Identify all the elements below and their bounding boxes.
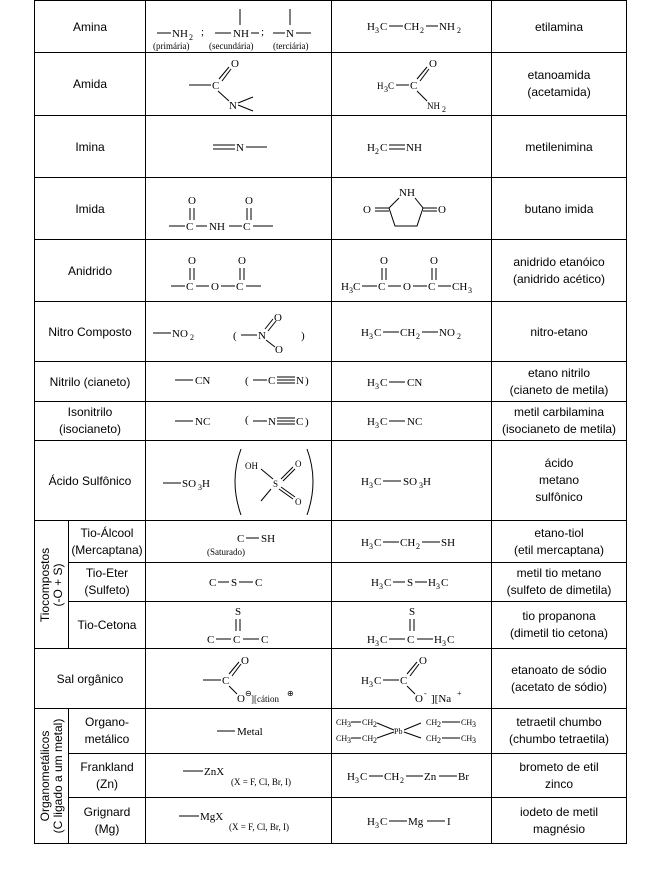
row-isonitrilo [35, 402, 627, 441]
example-formula [332, 1, 492, 53]
svg-text:;: ; [200, 25, 204, 38]
svg-text:C: C [208, 577, 216, 589]
svg-text:C: C [406, 634, 414, 646]
svg-text:Zn: Zn [423, 770, 436, 783]
general-formula [146, 116, 332, 178]
example-name: tetraetil chumbo (chumbo tetraetila) [492, 709, 627, 754]
general-formula [146, 754, 332, 798]
svg-text:): ) [304, 416, 309, 428]
example-formula [332, 521, 492, 563]
na-label: ][Na [430, 692, 451, 705]
svg-text:O: O [187, 254, 196, 267]
svg-text:3: 3 [374, 381, 379, 391]
example-formula [332, 302, 492, 362]
svg-text:3: 3 [435, 582, 440, 591]
svg-text:3: 3 [374, 421, 379, 430]
amina-terciaria: (terciária) [272, 40, 308, 51]
svg-text:C: C [379, 20, 387, 33]
svg-text:C: C [373, 674, 381, 687]
svg-text:H: H [366, 20, 375, 33]
row-organometalico [35, 709, 627, 754]
row-acido-sulfonico [35, 441, 627, 521]
svg-text:2: 2 [456, 25, 461, 35]
svg-text:C: C [235, 280, 243, 293]
svg-text:SO: SO [181, 477, 196, 490]
svg-text:(: ( [244, 374, 249, 387]
svg-text:C: C [185, 220, 193, 233]
functions-table [34, 0, 627, 844]
svg-text:C: C [379, 416, 387, 428]
svg-text:O: O [237, 254, 246, 267]
svg-text:): ) [304, 374, 309, 387]
example-formula [332, 116, 492, 178]
svg-text:C: C [236, 532, 244, 545]
svg-text:(: ( [244, 414, 249, 426]
svg-text:;: ; [260, 25, 264, 38]
example-formula [332, 402, 492, 441]
svg-text:2: 2 [415, 331, 420, 341]
svg-text:CH: CH [361, 718, 373, 727]
svg-text:3: 3 [368, 331, 373, 341]
svg-text:3: 3 [368, 541, 373, 551]
svg-text:C: C [399, 674, 407, 687]
svg-text:ZnX: ZnX [203, 765, 224, 778]
svg-text:O: O [236, 692, 245, 705]
row-tio-eter [35, 563, 627, 602]
example-formula [332, 362, 492, 402]
svg-text:O: O [429, 254, 438, 267]
general-formula [146, 53, 332, 116]
svg-text:S: S [406, 577, 413, 589]
example-name: iodeto de metil magnésio [492, 798, 627, 844]
example-formula [332, 441, 492, 521]
svg-text:S: S [234, 606, 241, 618]
func-name: Tio-Álcool (Mercaptana) [69, 521, 146, 563]
amina-secundaria: (secundária) [208, 40, 253, 51]
svg-text:CH: CH [460, 734, 472, 743]
svg-text:C: C [267, 374, 275, 387]
svg-text:NH: NH [426, 101, 440, 111]
svg-text:H: H [340, 280, 349, 293]
svg-text:C: C [383, 577, 391, 589]
example-formula [332, 563, 492, 602]
svg-text:2: 2 [374, 146, 379, 156]
general-formula [146, 302, 332, 362]
svg-text:O: O [379, 254, 388, 267]
general-formula [146, 441, 332, 521]
svg-text:Mg: Mg [407, 815, 423, 828]
example-name: ácido metano sulfônico [492, 441, 627, 521]
svg-text:O: O [428, 58, 437, 70]
svg-text:H: H [376, 81, 384, 91]
svg-text:C: C [387, 81, 394, 91]
svg-text:2: 2 [189, 332, 194, 342]
svg-text:H: H [360, 536, 369, 549]
svg-text:NO: NO [171, 327, 188, 340]
svg-text:3: 3 [374, 820, 379, 830]
example-name: etano-tiol (etil mercaptana) [492, 521, 627, 563]
general-formula [146, 709, 332, 754]
svg-text:N: N [295, 374, 304, 387]
svg-text:OH: OH [244, 460, 258, 471]
func-name: Nitro Composto [35, 302, 146, 362]
svg-text:C: C [211, 80, 219, 92]
svg-text:NC: NC [194, 416, 210, 428]
svg-text:3: 3 [383, 85, 388, 94]
svg-text:O: O [418, 654, 427, 667]
svg-text:C: C [359, 770, 367, 783]
halogen-note-zn: (X = F, Cl, Br, I) [230, 776, 291, 787]
svg-text:N: N [257, 329, 266, 342]
svg-text:CH: CH [399, 536, 415, 549]
func-name: Ácido Sulfônico [35, 441, 146, 521]
svg-text:3: 3 [418, 480, 423, 490]
func-name: Grignard (Mg) [69, 798, 146, 844]
svg-text:C: C [379, 634, 387, 646]
svg-text:H: H [366, 815, 375, 828]
general-formula [146, 649, 332, 709]
svg-text:CN: CN [406, 376, 422, 389]
svg-text:O: O [210, 280, 219, 293]
example-name: anidrido etanóico (anidrido acético) [492, 240, 627, 302]
svg-text:2: 2 [456, 331, 461, 341]
svg-text:H: H [201, 477, 210, 490]
row-grignard [35, 798, 627, 844]
svg-text:CH: CH [425, 718, 437, 727]
svg-text:C: C [232, 634, 240, 646]
svg-text:CH: CH [451, 280, 467, 293]
svg-text:N: N [267, 416, 276, 428]
general-formula [146, 240, 332, 302]
svg-text:2: 2 [399, 775, 404, 785]
svg-text:CH: CH [361, 734, 373, 743]
svg-text:CH: CH [399, 326, 415, 339]
svg-text:SH: SH [260, 532, 275, 545]
cation-label: ][cátion [250, 693, 279, 704]
svg-text:NH: NH [208, 220, 225, 233]
svg-text:C: C [206, 634, 214, 646]
svg-text:SH: SH [440, 536, 455, 549]
general-formula [146, 521, 332, 563]
svg-text:O: O [240, 654, 249, 667]
svg-text:O: O [244, 194, 253, 207]
svg-text:C: C [377, 280, 385, 293]
example-name: etano nitrilo (cianeto de metila) [492, 362, 627, 402]
svg-text:O: O [294, 458, 302, 469]
svg-text:NH: NH [171, 27, 188, 40]
svg-text:+: + [456, 688, 462, 698]
svg-text:NH: NH [398, 186, 415, 199]
svg-text:CH: CH [425, 734, 437, 743]
row-nitrilo [35, 362, 627, 402]
example-formula [332, 798, 492, 844]
svg-text:NH: NH [405, 141, 422, 154]
svg-text:2: 2 [419, 25, 424, 35]
svg-text:H: H [433, 634, 442, 646]
row-nitro [35, 302, 627, 362]
svg-text:3: 3 [471, 720, 476, 729]
amina-primaria: (primária) [152, 40, 189, 51]
svg-text:H: H [360, 674, 369, 687]
row-amina [35, 1, 627, 53]
general-formula [146, 362, 332, 402]
svg-text:N: N [228, 100, 237, 112]
svg-text:O: O [294, 496, 302, 507]
example-name: tio propanona (dimetil tio cetona) [492, 602, 627, 649]
svg-text:2: 2 [436, 720, 441, 729]
example-formula [332, 53, 492, 116]
svg-text:H: H [427, 577, 436, 589]
svg-text:NC: NC [406, 416, 422, 428]
svg-text:3: 3 [368, 480, 373, 490]
svg-text:C: C [373, 536, 381, 549]
svg-text:-: - [423, 688, 427, 698]
func-name: Amina [35, 1, 146, 53]
svg-text:C: C [379, 815, 387, 828]
svg-text:3: 3 [346, 736, 351, 745]
svg-text:C: C [379, 376, 387, 389]
svg-text:O: O [402, 280, 411, 293]
general-formula [146, 1, 332, 53]
svg-text:2: 2 [415, 541, 420, 551]
svg-text:C: C [260, 634, 268, 646]
svg-text:C: C [254, 577, 262, 589]
svg-text:): ) [300, 329, 305, 342]
svg-text:C: C [409, 80, 417, 92]
example-name: butano imida [492, 178, 627, 240]
example-formula [332, 709, 492, 754]
svg-text:C: C [185, 280, 193, 293]
func-name: Frankland (Zn) [69, 754, 146, 798]
svg-text:O: O [362, 203, 371, 216]
svg-text:N: N [235, 141, 244, 154]
svg-text:3: 3 [354, 775, 359, 785]
example-formula [332, 178, 492, 240]
svg-text:C: C [446, 634, 454, 646]
svg-text:3: 3 [368, 679, 373, 689]
func-name: Imida [35, 178, 146, 240]
func-name: Anidrido [35, 240, 146, 302]
example-name: metilenimina [492, 116, 627, 178]
svg-text:C: C [373, 475, 381, 488]
example-formula [332, 649, 492, 709]
row-tio-alcool [35, 521, 627, 563]
svg-text:2: 2 [372, 720, 377, 729]
svg-text:C: C [352, 280, 360, 293]
svg-text:H: H [422, 475, 431, 488]
svg-text:CH: CH [403, 20, 419, 33]
row-imina [35, 116, 627, 178]
svg-text:O: O [414, 692, 423, 705]
general-formula [146, 563, 332, 602]
svg-text:CH: CH [335, 734, 347, 743]
svg-text:C: C [295, 416, 303, 428]
svg-text:H: H [366, 141, 375, 154]
svg-text:2: 2 [188, 32, 193, 42]
svg-text:(: ( [232, 329, 237, 342]
svg-text:C: C [440, 577, 448, 589]
svg-text:H: H [360, 475, 369, 488]
svg-text:H: H [346, 770, 355, 783]
svg-text:3: 3 [378, 582, 383, 591]
example-name: nitro-etano [492, 302, 627, 362]
func-name: Tio-Eter (Sulfeto) [69, 563, 146, 602]
svg-text:H: H [366, 634, 375, 646]
svg-text:Br: Br [457, 770, 469, 783]
svg-text:C: C [373, 326, 381, 339]
svg-text:H: H [366, 376, 375, 389]
svg-text:O: O [187, 194, 196, 207]
svg-text:NH: NH [232, 27, 249, 40]
svg-text:2: 2 [441, 105, 446, 114]
func-name: Isonitrilo (isocianeto) [35, 402, 146, 441]
svg-text:3: 3 [441, 639, 446, 648]
func-name: Sal orgânico [35, 649, 146, 709]
func-name: Tio-Cetona [69, 602, 146, 649]
svg-text:O: O [273, 311, 282, 324]
row-sal-organico [35, 649, 627, 709]
svg-text:3: 3 [346, 720, 351, 729]
svg-text:C: C [427, 280, 435, 293]
svg-text:C: C [379, 141, 387, 154]
svg-text:3: 3 [197, 482, 202, 492]
group-organometalicos: Organometálicos (C ligado a um metal) [35, 709, 69, 844]
halogen-note-mg: (X = F, Cl, Br, I) [228, 821, 289, 832]
svg-text:N: N [285, 27, 294, 40]
svg-text:Pb: Pb [393, 727, 402, 736]
svg-text:CH: CH [460, 718, 472, 727]
svg-text:I: I [446, 815, 451, 828]
svg-text:CH: CH [335, 718, 347, 727]
svg-text:⊕: ⊕ [286, 688, 294, 698]
general-formula [146, 798, 332, 844]
svg-text:⊖: ⊖ [244, 688, 252, 698]
svg-text:MgX: MgX [199, 810, 223, 823]
row-frankland [35, 754, 627, 798]
func-name: Nitrilo (cianeto) [35, 362, 146, 402]
svg-text:2: 2 [372, 736, 377, 745]
example-name: metil carbilamina (isocianeto de metila) [492, 402, 627, 441]
svg-text:NO: NO [438, 326, 455, 339]
svg-text:O: O [437, 203, 446, 216]
row-anidrido [35, 240, 627, 302]
svg-text:SO: SO [402, 475, 417, 488]
func-name: Amida [35, 53, 146, 116]
svg-text:H: H [370, 577, 379, 589]
svg-text:3: 3 [374, 25, 379, 35]
svg-text:3: 3 [348, 285, 353, 295]
example-name: etilamina [492, 1, 627, 53]
example-formula [332, 240, 492, 302]
svg-text:H: H [366, 416, 375, 428]
group-tiocompostos: Tiocompostos (-O + S) [35, 521, 69, 649]
func-name: Imina [35, 116, 146, 178]
svg-text:O: O [230, 58, 239, 70]
saturado-note: (Saturado) [206, 546, 245, 557]
row-amida [35, 53, 627, 116]
svg-text:S: S [408, 606, 415, 618]
svg-text:C: C [242, 220, 250, 233]
svg-text:S: S [272, 478, 278, 489]
example-name: brometo de etil zinco [492, 754, 627, 798]
svg-text:2: 2 [436, 736, 441, 745]
svg-text:3: 3 [374, 639, 379, 648]
general-formula [146, 602, 332, 649]
svg-text:NH: NH [438, 20, 455, 33]
example-formula [332, 754, 492, 798]
general-formula [146, 178, 332, 240]
svg-text:S: S [230, 577, 237, 589]
example-name: etanoamida (acetamida) [492, 53, 627, 116]
example-name: metil tio metano (sulfeto de dimetila) [492, 563, 627, 602]
row-imida [35, 178, 627, 240]
func-name: Organo- metálico [69, 709, 146, 754]
example-formula [332, 602, 492, 649]
metal-label: Metal [236, 726, 263, 738]
svg-text:CH: CH [383, 770, 399, 783]
svg-text:CN: CN [194, 374, 210, 387]
general-formula [146, 402, 332, 441]
svg-text:3: 3 [467, 285, 472, 295]
svg-text:O: O [274, 343, 283, 356]
example-name: etanoato de sódio (acetato de sódio) [492, 649, 627, 709]
svg-text:H: H [360, 326, 369, 339]
svg-text:C: C [221, 674, 229, 687]
row-tio-cetona [35, 602, 627, 649]
svg-text:3: 3 [471, 736, 476, 745]
